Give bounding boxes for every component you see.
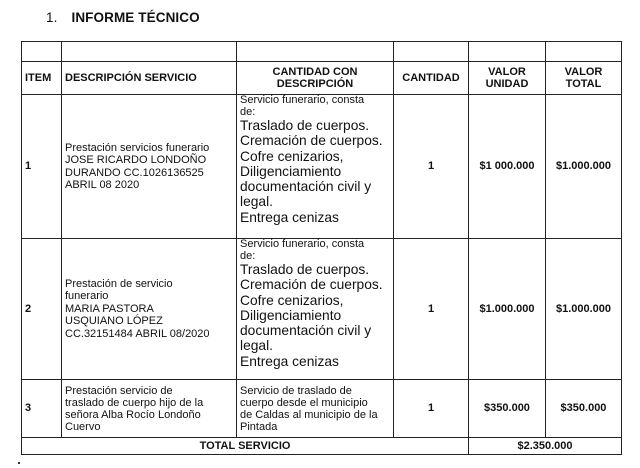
header-row xyxy=(22,62,622,95)
detail-item: legal. xyxy=(240,194,273,210)
service-detail xyxy=(237,239,394,380)
page-mark xyxy=(18,462,20,464)
detail-item: Diligenciamiento xyxy=(240,163,342,179)
detail-item: Entrega cenizas xyxy=(240,209,339,225)
description-line: ABRIL 08 2020 xyxy=(65,179,140,191)
service-description xyxy=(62,380,237,438)
item-number: 1 xyxy=(22,95,62,239)
detail-intro: de: xyxy=(240,105,256,118)
detail-item: Cremación de cuerpos. xyxy=(240,277,383,293)
description-line: JOSE RICARDO LONDOÑO xyxy=(65,154,207,166)
section-title: INFORME TÉCNICO xyxy=(71,10,200,25)
table-row xyxy=(22,380,622,438)
total-row xyxy=(22,438,622,455)
detail-item: Cofre cenizarios, xyxy=(240,292,344,308)
unit-value: $350.000 xyxy=(469,380,546,438)
header-cantidad: CANTIDAD xyxy=(394,62,469,95)
description-line: DURANDO CC.1026136525 xyxy=(65,166,204,179)
item-number: 3 xyxy=(22,380,62,438)
quantity: 1 xyxy=(394,95,469,239)
description-line: Cuervo xyxy=(65,420,101,433)
service-detail xyxy=(237,95,394,239)
detail-intro: de Caldas al municipio de la xyxy=(240,408,378,421)
header-descripcion: DESCRIPCIÓN SERVICIO xyxy=(62,62,237,95)
section-number: 1. xyxy=(46,10,58,25)
description-line: funerario xyxy=(65,290,109,303)
unit-value: $1 000.000 xyxy=(469,95,546,239)
detail-item: Entrega cenizas xyxy=(240,353,339,369)
unit-value: $1.000.000 xyxy=(469,239,546,380)
detail-intro: Servicio funerario, consta xyxy=(240,94,365,106)
item-number: 2 xyxy=(22,239,62,380)
total-value: $2.350.000 xyxy=(469,438,622,455)
total-label: TOTAL SERVICIO xyxy=(22,438,469,455)
total-value: $350.000 xyxy=(546,380,622,438)
header-cantidad-con-descripcion: CANTIDAD CON DESCRIPCIÓN xyxy=(237,62,394,95)
description-line: CC.32151484 ABRIL 08/2020 xyxy=(65,327,210,340)
description-line: Prestación de servicio xyxy=(65,277,173,290)
detail-intro: Servicio de traslado de xyxy=(240,384,352,397)
section-heading xyxy=(46,10,200,25)
detail-item: documentación civil y xyxy=(240,323,372,339)
detail-intro: cuerpo desde el municipio xyxy=(240,396,368,409)
detail-item: Traslado de cuerpos. xyxy=(240,118,370,133)
detail-item: Traslado de cuerpos. xyxy=(240,262,370,277)
description-line: Prestación servicio de xyxy=(65,384,173,397)
detail-item: Diligenciamiento xyxy=(240,307,342,323)
description-line: traslado de cuerpo hijo de la xyxy=(65,396,204,409)
service-table xyxy=(21,41,622,455)
table-row xyxy=(22,95,622,239)
description-line: USQUIANO LÓPEZ xyxy=(65,315,163,328)
quantity: 1 xyxy=(394,380,469,438)
detail-intro: Pintada xyxy=(240,420,278,433)
service-detail xyxy=(237,380,394,438)
table-row xyxy=(22,239,622,380)
service-description xyxy=(62,239,237,380)
detail-item: Cremación de cuerpos. xyxy=(240,133,383,149)
detail-item: legal. xyxy=(240,338,273,354)
header-item: ITEM xyxy=(22,62,62,95)
detail-item: documentación civil y xyxy=(240,179,372,195)
detail-intro: Servicio funerario, consta xyxy=(240,238,365,250)
description-line: Prestación servicios funerario xyxy=(65,141,210,154)
header-valor-unidad: VALOR UNIDAD xyxy=(469,62,546,95)
description-line: señora Alba Rocío Londoño xyxy=(65,408,201,421)
description-line: MARIA PASTORA xyxy=(65,302,154,315)
header-valor-total: VALOR TOTAL xyxy=(546,62,622,95)
total-value: $1.000.000 xyxy=(546,95,622,239)
quantity: 1 xyxy=(394,239,469,380)
service-description xyxy=(62,95,237,239)
detail-item: Cofre cenizarios, xyxy=(240,148,344,164)
total-value: $1.000.000 xyxy=(546,239,622,380)
detail-intro: de: xyxy=(240,249,256,262)
blank-row xyxy=(22,42,622,62)
